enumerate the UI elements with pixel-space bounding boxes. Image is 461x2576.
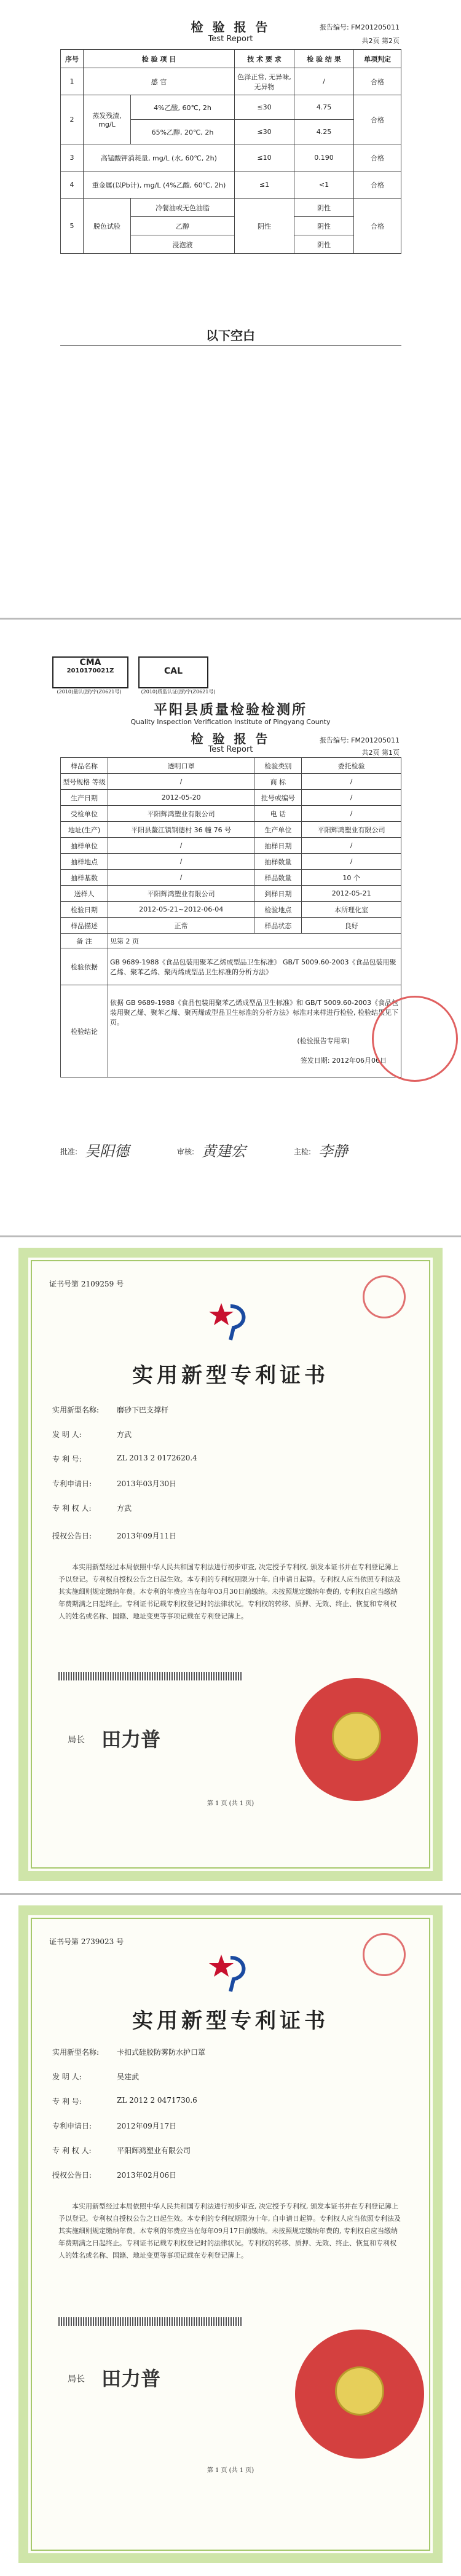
- sample-info-table: [60, 757, 401, 1100]
- table-cell: 1: [61, 68, 84, 95]
- results-table: [60, 49, 401, 254]
- filing-date-value: 2012年09月17日: [117, 2122, 177, 2130]
- table-cell: [108, 934, 401, 948]
- report2-page: 共2页 第2页: [361, 37, 400, 45]
- table-cell: 样品描述: [61, 918, 108, 934]
- table-cell: 65%乙醇, 20℃, 2h: [131, 120, 235, 144]
- patent-number-label: 专 利 号:: [52, 1455, 82, 1463]
- cnipa-logo-icon: [203, 1297, 252, 1346]
- table-cell: 检验类别: [254, 758, 302, 774]
- holder-value: 平阳辉鸿塑业有限公司: [117, 2146, 191, 2155]
- table-cell: 抽样数量: [254, 854, 302, 870]
- table-cell: 抽样基数: [61, 870, 108, 886]
- table-cell: 检验日期: [61, 902, 108, 918]
- grant-date-value: 2013年02月06日: [117, 2171, 177, 2180]
- col-no: 序号: [61, 50, 84, 68]
- table-cell: 3: [61, 144, 84, 171]
- institute-english: Quality Inspection Verification Institute of Pingyang County: [130, 718, 331, 726]
- cnipa-logo: [203, 1297, 252, 1346]
- table-cell: /: [302, 854, 401, 870]
- table-cell: 本所理化室: [302, 902, 401, 918]
- director-signature: 田力普: [101, 1728, 161, 1751]
- report1-page: 共2页 第1页: [361, 749, 400, 757]
- filing-date-label: 专利申请日:: [52, 1479, 92, 1488]
- name-value: 卡扣式硅胶防雾防水护口罩: [117, 2048, 206, 2057]
- director-label: 局长: [68, 2374, 85, 2384]
- table-row: [61, 934, 401, 948]
- table-row: [61, 774, 401, 790]
- table-cell: /: [108, 854, 254, 870]
- report2-subtitle: Test Report: [208, 34, 253, 44]
- auditor-signature: 黄建宏: [202, 1143, 246, 1160]
- table-cell: 阴性: [294, 199, 354, 217]
- cert-number: 证书号第 2739023 号: [49, 1937, 124, 1946]
- report1-title: 检 验 报 告: [191, 731, 270, 746]
- table-cell: 阴性: [294, 217, 354, 235]
- table-cell: 0.190: [294, 144, 354, 171]
- report1-subtitle: Test Report: [208, 745, 253, 754]
- table-cell: 4.75: [294, 95, 354, 120]
- patent-certificate-1: [0, 1242, 461, 1887]
- cert-body: 本实用新型经过本局依照中华人民共和国专利法进行初步审查, 决定授予专利权, 颁发本证书并在专利登记簿上予以登记。专利权自授权公告之日起生效。本专利的专利权期限为十年, 自申请日起算。专利权人应当依照专利法及其实施细则规定缴纳年费。本专利的年费应当在每年03月30日前缴纳。未按照规定缴纳年费的, 专利权自应当缴纳年费期满之日起终止。专利证书记载专利权登记时的法律状况。专利权的转移、质押、无效、终止、恢复和专利权人的姓名或名称、国籍、地址变更等事项记载在专利登记簿上。: [58, 1563, 401, 1620]
- patent-number-value: ZL 2012 2 0471730.6: [117, 2096, 197, 2105]
- table-cell: 生产日期: [61, 790, 108, 806]
- table-cell: 感 官: [84, 68, 235, 95]
- cert-page: 第 1 页 (共 1 页): [207, 2467, 254, 2474]
- inventor-label: 发 明 人:: [52, 2073, 82, 2081]
- cert-number: 证书号第 2109259 号: [49, 1280, 124, 1288]
- table-cell: 乙醇: [131, 217, 235, 235]
- col-item: 检 验 项 目: [84, 50, 235, 68]
- table-row: [61, 790, 401, 806]
- director-signature: 田力普: [101, 2367, 161, 2390]
- table-row: [61, 985, 401, 1077]
- table-cell: 地址(生产): [61, 822, 108, 838]
- filing-date-label: 专利申请日:: [52, 2122, 92, 2130]
- table-cell: 商 标: [254, 774, 302, 790]
- table-cell: 阴性: [235, 199, 294, 254]
- section-divider: [0, 618, 461, 620]
- cert-page: 第 1 页 (共 1 页): [207, 1800, 254, 1807]
- name-label: 实用新型名称:: [52, 2048, 100, 2057]
- name-label: 实用新型名称:: [52, 1406, 100, 1414]
- table-cell: 备 注: [61, 934, 108, 948]
- table-cell: 检验依据: [61, 948, 108, 985]
- grant-date-label: 授权公告日:: [52, 1532, 92, 1540]
- cal-caption: (2010)质监认证(浙)字(Z0621号): [141, 689, 216, 695]
- table-cell: 样品状态: [254, 918, 302, 934]
- table-cell: 平阳县鳌江镇钢德村 36 幢 76 号: [108, 822, 254, 838]
- institute-name: 平阳县质量检验检测所: [153, 702, 307, 718]
- table-row: [61, 902, 401, 918]
- name-value: 磨砂下巴支撑杆: [117, 1406, 169, 1414]
- table-cell: 合格: [354, 199, 401, 254]
- table-row: [61, 822, 401, 838]
- cma-badge: [52, 656, 128, 688]
- cma-number: 2010170021Z: [66, 668, 114, 674]
- table-cell: 平阳辉鸿塑业有限公司: [108, 886, 254, 902]
- cell-text: 见第 2 页: [110, 937, 139, 945]
- issue-date: 签发日期: 2012年06月06日: [300, 1056, 387, 1065]
- table-cell: 4%乙酸, 60℃, 2h: [131, 95, 235, 120]
- table-cell: /: [302, 790, 401, 806]
- report-page-2: [0, 0, 461, 615]
- holder-value: 方武: [117, 1504, 132, 1513]
- grant-date-label: 授权公告日:: [52, 2171, 92, 2180]
- table-cell: 4.25: [294, 120, 354, 144]
- inventor-label: 发 明 人:: [52, 1430, 82, 1439]
- patent-number-value: ZL 2013 2 0172620.4: [117, 1454, 197, 1462]
- table-cell: /: [294, 68, 354, 95]
- report2-number: 报告编号: FM201205011: [319, 23, 400, 31]
- report1-number: 报告编号: FM201205011: [319, 736, 400, 744]
- table-cell: 合格: [354, 95, 401, 144]
- sign-row: [60, 1134, 401, 1171]
- barcode-strip: [58, 1672, 243, 1680]
- national-emblem: [332, 1712, 381, 1761]
- table-cell: 高锰酸钾消耗量, mg/L (水, 60℃, 2h): [84, 144, 235, 171]
- seal-top-right: [363, 1933, 406, 1976]
- national-emblem: [335, 2366, 384, 2416]
- director-label: 局长: [68, 1735, 85, 1745]
- holder-label: 专 利 权 人:: [52, 1504, 92, 1513]
- inventor-value: 方武: [117, 1430, 132, 1439]
- table-cell: 色泽正常, 无异味, 无异物: [235, 68, 294, 95]
- cell-text: 依据 GB 9689-1988《食品包装用聚苯乙烯成型品卫生标准》和 GB/T 5009.60-2003《食品包装用聚乙烯、聚苯乙烯、聚丙烯成型品卫生标准的分析方法》标准对来样进行检验, 检验结果见下页。: [110, 998, 398, 1026]
- table-cell: 合格: [354, 171, 401, 199]
- tester-signature: 李静: [318, 1143, 348, 1160]
- seal-top-right: [363, 1275, 406, 1318]
- barcode-strip: [58, 2317, 243, 2326]
- conclusion-stamp-text: (检验报告专用章): [297, 1036, 350, 1045]
- table-cell: 样品名称: [61, 758, 108, 774]
- table-cell: 2012-05-21~2012-06-04: [108, 902, 254, 918]
- col-res: 检 验 结 果: [294, 50, 354, 68]
- cal-badge: [138, 656, 208, 688]
- table-cell: 型号规格 等级: [61, 774, 108, 790]
- table-cell: 检验结论: [61, 985, 108, 1077]
- table-cell: 到样日期: [254, 886, 302, 902]
- table-row: [61, 854, 401, 870]
- table-cell: 合格: [354, 68, 401, 95]
- table-cell: 2012-05-21: [302, 886, 401, 902]
- table-cell: <1: [294, 171, 354, 199]
- table-cell: 送样人: [61, 886, 108, 902]
- cma-logo-text: CMA: [79, 658, 101, 668]
- section-divider: [0, 1893, 461, 1895]
- table-cell: /: [108, 774, 254, 790]
- table-cell: 2: [61, 95, 84, 144]
- table-cell: 抽样地点: [61, 854, 108, 870]
- table-cell: 蒸发残渣, mg/L: [84, 95, 131, 144]
- table-cell: /: [108, 870, 254, 886]
- bottom-rule: [60, 345, 401, 346]
- col-req: 技 术 要 求: [235, 50, 294, 68]
- table-row: [61, 886, 401, 902]
- table-cell: 样品数量: [254, 870, 302, 886]
- cnipa-logo: [203, 1948, 252, 1998]
- col-judge: 单项判定: [354, 50, 401, 68]
- cert-body: 本实用新型经过本局依照中华人民共和国专利法进行初步审查, 决定授予专利权, 颁发本证书并在专利登记簿上予以登记。专利权自授权公告之日起生效。本专利的专利权期限为十年, 自申请日起算。专利权人应当依照专利法及其实施细则规定缴纳年费。本专利的年费应当在每年09月17日前缴纳。未按照规定缴纳年费的, 专利权自应当缴纳年费期满之日起终止。专利证书记载专利权登记时的法律状况。专利权的转移、质押、无效、终止、恢复和专利权人的姓名或名称、国籍、地址变更等事项记载在专利登记簿上。: [58, 2202, 401, 2259]
- table-cell: 平阳辉鸿塑业有限公司: [108, 806, 254, 822]
- auditor-label: 审核:: [177, 1148, 195, 1156]
- approver-signature: 吴阳德: [85, 1143, 129, 1160]
- table-row: [61, 806, 401, 822]
- cert-title: 实用新型专利证书: [132, 2009, 329, 2033]
- table-cell: 透明口罩: [108, 758, 254, 774]
- table-cell: /: [302, 806, 401, 822]
- table-cell: /: [302, 838, 401, 854]
- table-cell: ≤1: [235, 171, 294, 199]
- blank-note: 以下空白: [206, 328, 255, 343]
- table-cell: 检验地点: [254, 902, 302, 918]
- table-cell: ≤10: [235, 144, 294, 171]
- inventor-value: 吴建武: [117, 2073, 140, 2081]
- table-cell: [108, 948, 401, 985]
- table-cell: 重金属(以Pb计), mg/L (4%乙酸, 60℃, 2h): [84, 171, 235, 199]
- table-cell: ≤30: [235, 120, 294, 144]
- tester-label: 主检:: [294, 1148, 312, 1156]
- section-divider: [0, 1235, 461, 1237]
- cell-text: GB 9689-1988《食品包装用聚苯乙烯成型品卫生标准》 GB/T 5009.60-2003《食品包装用聚乙烯、聚苯乙烯、聚丙烯成型品卫生标准的分析方法》: [110, 958, 396, 976]
- approver-label: 批准:: [60, 1148, 78, 1156]
- cma-caption: (2010)量认(浙)字(Z0621号): [57, 689, 122, 695]
- table-cell: 抽样日期: [254, 838, 302, 854]
- table-cell: 10 个: [302, 870, 401, 886]
- table-cell: 良好: [302, 918, 401, 934]
- table-cell: 批号或编号: [254, 790, 302, 806]
- table-cell: 冷餐油或无色油脂: [131, 199, 235, 217]
- table-cell: 生产单位: [254, 822, 302, 838]
- table-cell: 抽样单位: [61, 838, 108, 854]
- cnipa-logo-icon: [203, 1948, 252, 1998]
- patent-certificate-2: [0, 1899, 461, 2572]
- table-cell: 浸泡液: [131, 235, 235, 254]
- table-cell: 委托检验: [302, 758, 401, 774]
- table-cell: /: [302, 774, 401, 790]
- table-cell: 阴性: [294, 235, 354, 254]
- table-cell: /: [108, 838, 254, 854]
- table-row: [61, 870, 401, 886]
- table-cell: 2012-05-20: [108, 790, 254, 806]
- table-cell: 5: [61, 199, 84, 254]
- table-row: [61, 948, 401, 985]
- table-cell: [108, 985, 401, 1077]
- table-cell: 平阳辉鸿塑业有限公司: [302, 822, 401, 838]
- cert-title: 实用新型专利证书: [132, 1363, 329, 1388]
- report2-title: 检 验 报 告: [191, 20, 270, 34]
- table-row: [61, 838, 401, 854]
- patent-number-label: 专 利 号:: [52, 2097, 82, 2106]
- inspection-seal: [372, 996, 458, 1082]
- filing-date-value: 2013年03月30日: [117, 1479, 177, 1488]
- table-cell: 合格: [354, 144, 401, 171]
- cal-logo-text: CAL: [164, 666, 183, 676]
- table-cell: 电 话: [254, 806, 302, 822]
- report-page-1: [0, 621, 461, 1235]
- table-cell: 4: [61, 171, 84, 199]
- table-cell: 脱色试验: [84, 199, 131, 254]
- holder-label: 专 利 权 人:: [52, 2146, 92, 2155]
- grant-date-value: 2013年09月11日: [117, 1532, 177, 1540]
- table-cell: ≤30: [235, 95, 294, 120]
- table-cell: 受检单位: [61, 806, 108, 822]
- table-row: [61, 918, 401, 934]
- table-row: [61, 758, 401, 774]
- table-cell: 正常: [108, 918, 254, 934]
